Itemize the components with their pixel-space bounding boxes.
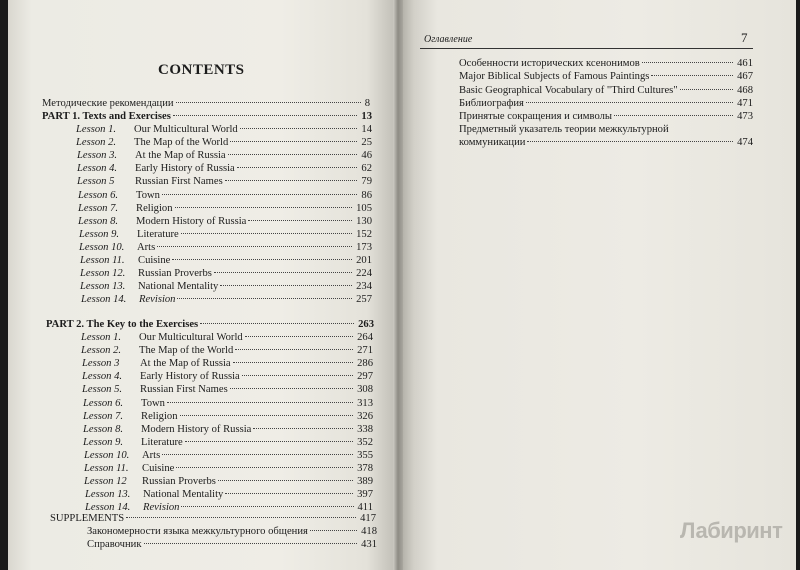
- lesson-title: The Map of the World: [134, 137, 229, 149]
- page-ref: 471: [737, 97, 753, 109]
- leader-dots: [240, 128, 358, 129]
- entry-text: [78, 202, 173, 215]
- toc-lesson-part1: [79, 228, 372, 241]
- leader-dots: [225, 180, 358, 181]
- lesson-title: National Mentality: [143, 489, 224, 501]
- page-ref: 297: [357, 371, 373, 383]
- lesson-label: Lesson 10.: [79, 241, 125, 253]
- leader-dots: [235, 349, 353, 350]
- page-ref: 8: [364, 98, 370, 109]
- lesson-title: Town: [141, 397, 165, 409]
- toc-lesson-part2: [84, 475, 373, 488]
- page-ref: 79: [361, 176, 372, 188]
- page-ref: 286: [357, 358, 373, 370]
- leader-dots: [526, 102, 733, 103]
- toc-lesson-part1: [78, 202, 372, 215]
- toc-lesson-part2: [85, 488, 373, 501]
- toc-lesson-part1: [79, 241, 372, 254]
- toc-lesson-part2: [83, 423, 373, 436]
- lesson-title: Literature: [141, 436, 183, 448]
- leader-dots: [180, 415, 354, 416]
- toc-right-item: [459, 57, 753, 70]
- page-ref: 257: [356, 294, 372, 306]
- toc-right-item: [459, 110, 753, 123]
- toc-lesson-part1: [80, 254, 372, 267]
- lesson-label: Lesson 1.: [81, 332, 122, 343]
- lesson-title: Religion: [141, 410, 178, 422]
- lesson-title: Arts: [142, 449, 161, 461]
- page-ref: 468: [737, 84, 753, 96]
- leader-dots: [162, 454, 353, 455]
- page-ref: 467: [737, 71, 753, 83]
- lesson-title: Modern History of Russia: [136, 215, 247, 227]
- lesson-label: Lesson 11.: [80, 255, 125, 266]
- leader-dots: [642, 62, 733, 63]
- leader-dots: [176, 467, 353, 468]
- page-ref: 411: [357, 502, 373, 514]
- lesson-label: Lesson 6.: [78, 189, 119, 201]
- page-ref: 431: [361, 539, 377, 550]
- lesson-label: Lesson 2.: [81, 345, 122, 357]
- entry-text: [79, 228, 179, 241]
- leader-dots: [126, 517, 356, 518]
- entry-text: [83, 397, 165, 410]
- lesson-title: Modern History of Russia: [141, 423, 252, 435]
- toc-right-item: [459, 97, 753, 110]
- leader-dots: [218, 480, 353, 481]
- toc-lesson-part1: [77, 162, 372, 175]
- entry-text: [77, 162, 235, 175]
- page-ref: 326: [357, 410, 373, 422]
- toc-right-item-line1: Предметный указатель теории межкультурной: [459, 124, 669, 135]
- page-ref: 313: [357, 397, 373, 409]
- lesson-title: Russian First Names: [140, 384, 228, 396]
- page-ref: 105: [356, 202, 372, 214]
- lesson-label: Lesson 10.: [84, 449, 130, 461]
- toc-lesson-part1: [76, 123, 372, 136]
- entry-text: [80, 280, 218, 293]
- entry-text: [81, 344, 233, 357]
- page-ref: 130: [356, 215, 372, 227]
- toc-lesson-part1: [80, 280, 372, 293]
- entry-text: [82, 370, 240, 383]
- page-ref: 201: [356, 255, 372, 266]
- lesson-title: Cuisine: [142, 463, 175, 474]
- lesson-label: Lesson 13.: [80, 281, 126, 293]
- lesson-title: Early History of Russia: [140, 371, 240, 383]
- toc-part1: [42, 110, 372, 123]
- toc-lesson-part2: [83, 410, 373, 423]
- page-ref: 389: [357, 476, 373, 488]
- leader-dots: [248, 220, 352, 221]
- entry-text: [79, 241, 155, 254]
- entry-text: PART 2. The Key to the Exercises: [46, 319, 199, 330]
- entry-text: коммуникации: [459, 137, 526, 148]
- leader-dots: [173, 115, 358, 116]
- lesson-label: Lesson 7.: [83, 410, 124, 422]
- lesson-title: The Map of the World: [139, 345, 234, 357]
- lesson-title: Town: [136, 189, 160, 201]
- entry-text: Принятые сокращения и символы: [459, 111, 613, 123]
- leader-dots: [228, 154, 358, 155]
- entry-text: [83, 436, 183, 449]
- page-ref: 271: [357, 345, 373, 357]
- page-ref: 355: [357, 449, 373, 461]
- lesson-label: Lesson 14.: [85, 502, 131, 514]
- page-ref: 13: [361, 111, 372, 122]
- toc-lesson-part1: [80, 267, 372, 280]
- page-ref: 14: [361, 124, 372, 135]
- leader-dots: [253, 428, 353, 429]
- leader-dots: [185, 441, 353, 442]
- toc-lesson-part1: [76, 136, 372, 149]
- leader-dots: [237, 167, 358, 168]
- leader-dots: [162, 194, 357, 195]
- lesson-title: Early History of Russia: [135, 163, 235, 175]
- lesson-title: National Mentality: [138, 281, 219, 293]
- entry-text: [80, 267, 212, 280]
- page-ref: 224: [356, 268, 372, 280]
- leader-dots: [200, 323, 354, 324]
- toc-supplements: [50, 512, 376, 525]
- lesson-label: Lesson 11.: [84, 463, 129, 474]
- leader-dots: [230, 388, 353, 389]
- entry-text: Библиография: [459, 97, 524, 109]
- entry-text: [81, 293, 175, 306]
- entry-text: [76, 136, 228, 149]
- lesson-title: Russian Proverbs: [138, 268, 212, 280]
- toc-lesson-part1: [81, 293, 372, 306]
- leader-dots: [214, 272, 352, 273]
- lesson-label: Lesson 13.: [85, 489, 131, 501]
- lesson-label: Lesson 8.: [78, 215, 119, 227]
- contents-title: CONTENTS: [158, 62, 245, 78]
- leader-dots: [680, 89, 734, 90]
- page-ref: 263: [358, 319, 374, 330]
- leader-dots: [176, 102, 361, 103]
- toc-lesson-part2: [83, 397, 373, 410]
- leader-dots: [245, 336, 353, 337]
- lesson-title: Russian First Names: [135, 176, 223, 188]
- entry-text: SUPPLEMENTS: [50, 513, 125, 524]
- page-number: 7: [741, 30, 748, 45]
- page-ref: 46: [361, 150, 372, 162]
- lesson-label: Lesson 9.: [83, 436, 124, 448]
- lesson-label: Lesson 12: [84, 476, 127, 488]
- lesson-title: Literature: [137, 228, 179, 240]
- page-ref: 418: [361, 526, 377, 537]
- leader-dots: [181, 506, 353, 507]
- page-ref: 417: [360, 513, 376, 524]
- lesson-title: Our Multicultural World: [139, 332, 243, 343]
- running-head: Оглавление: [424, 34, 473, 45]
- page-ref: 338: [357, 423, 373, 435]
- entry-text: [78, 215, 246, 228]
- page-ref: 152: [356, 228, 372, 240]
- entry-text: [77, 175, 223, 188]
- entry-text: [85, 488, 223, 501]
- toc-lesson-part2: [82, 357, 373, 370]
- page-ref: 173: [356, 241, 372, 253]
- lesson-label: Lesson 5.: [82, 384, 123, 396]
- lesson-title: At the Map of Russia: [140, 358, 231, 370]
- lesson-label: Lesson 14.: [81, 294, 127, 306]
- lesson-title: Russian Proverbs: [142, 476, 216, 488]
- lesson-label: Lesson 9.: [79, 228, 120, 240]
- entry-text: Особенности исторических ксенонимов: [459, 58, 640, 69]
- toc-lesson-part2: [82, 370, 373, 383]
- toc-lesson-part1: [77, 149, 372, 162]
- entry-text: [84, 449, 160, 462]
- leader-dots: [651, 75, 733, 76]
- leader-dots: [172, 259, 352, 260]
- toc-lesson-part2: [81, 344, 373, 357]
- leader-dots: [181, 233, 352, 234]
- lesson-title: Our Multicultural World: [134, 124, 238, 135]
- page-ref: 474: [737, 137, 753, 148]
- entry-text: [82, 357, 231, 370]
- entry-text: Методические рекомендации: [42, 98, 174, 109]
- toc-lesson-part2: [82, 383, 373, 396]
- toc-part2: [46, 318, 374, 331]
- lesson-label: Lesson 2.: [76, 137, 117, 149]
- entry-text: Major Biblical Subjects of Famous Paintings: [459, 71, 650, 83]
- toc-lesson-part2: [84, 449, 373, 462]
- lesson-label: Lesson 3: [82, 358, 120, 370]
- leader-dots: [144, 543, 358, 544]
- toc-intro: [42, 97, 370, 110]
- toc-lesson-part2: [83, 436, 373, 449]
- lesson-title: Religion: [136, 202, 173, 214]
- entry-text: [78, 189, 160, 202]
- entry-text: [84, 462, 174, 475]
- entry-text: PART 1. Texts and Exercises: [42, 111, 171, 122]
- leader-dots: [177, 298, 352, 299]
- toc-right-item: [459, 84, 753, 97]
- toc-supp-item: [87, 538, 377, 551]
- lesson-title: Revision: [143, 502, 180, 514]
- lesson-label: Lesson 8.: [83, 423, 124, 435]
- leader-dots: [175, 207, 353, 208]
- leader-dots: [233, 362, 353, 363]
- leader-dots: [225, 493, 353, 494]
- lesson-label: Lesson 4.: [77, 163, 118, 175]
- toc-lesson-part1: [77, 175, 372, 188]
- entry-text: [82, 383, 228, 396]
- entry-text: [84, 475, 216, 488]
- entry-text: [83, 423, 251, 436]
- toc-lesson-part1: [78, 215, 372, 228]
- lesson-title: Cuisine: [138, 255, 171, 266]
- lesson-label: Lesson 5: [77, 176, 115, 188]
- leader-dots: [157, 246, 352, 247]
- watermark-logo: Лабиринт: [680, 518, 783, 543]
- lesson-title: At the Map of Russia: [135, 150, 226, 162]
- leader-dots: [527, 141, 733, 142]
- book-gutter: [393, 0, 403, 570]
- lesson-title: Revision: [139, 294, 176, 306]
- lesson-label: Lesson 4.: [82, 371, 123, 383]
- toc-lesson-part2: [81, 331, 373, 344]
- toc-right-item: [459, 70, 753, 83]
- lesson-label: Lesson 7.: [78, 202, 119, 214]
- entry-text: [76, 123, 238, 136]
- page-ref: 378: [357, 463, 373, 474]
- page-ref: 62: [361, 163, 372, 175]
- page-ref: 461: [737, 58, 753, 69]
- entry-text: [83, 410, 178, 423]
- page-ref: 234: [356, 281, 372, 293]
- entry-text: [81, 331, 243, 344]
- header-rule: [420, 48, 753, 49]
- page-ref: 473: [737, 111, 753, 123]
- page-ref: 308: [357, 384, 373, 396]
- entry-text: Basic Geographical Vocabulary of "Third Cultures": [459, 84, 678, 96]
- leader-dots: [167, 402, 353, 403]
- leader-dots: [230, 141, 357, 142]
- lesson-label: Lesson 3.: [77, 150, 118, 162]
- page-ref: 264: [357, 332, 373, 343]
- lesson-title: Arts: [137, 241, 156, 253]
- entry-text: [77, 149, 226, 162]
- page-ref: 86: [361, 189, 372, 201]
- toc-right-item-line2: [459, 136, 753, 149]
- entry-text: Справочник: [87, 539, 142, 550]
- toc-lesson-part2: [84, 462, 373, 475]
- page-ref: 352: [357, 436, 373, 448]
- leader-dots: [310, 530, 357, 531]
- entry-text: Закономерности языка межкультурного общения: [87, 526, 308, 537]
- page-ref: 397: [357, 489, 373, 501]
- leader-dots: [614, 115, 733, 116]
- toc-supp-item: [87, 525, 377, 538]
- lesson-label: Lesson 1.: [76, 124, 117, 135]
- leader-dots: [220, 285, 352, 286]
- leader-dots: [242, 375, 353, 376]
- lesson-label: Lesson 12.: [80, 268, 126, 280]
- toc-lesson-part1: [78, 189, 372, 202]
- entry-text: [80, 254, 170, 267]
- page-ref: 25: [361, 137, 372, 149]
- lesson-label: Lesson 6.: [83, 397, 124, 409]
